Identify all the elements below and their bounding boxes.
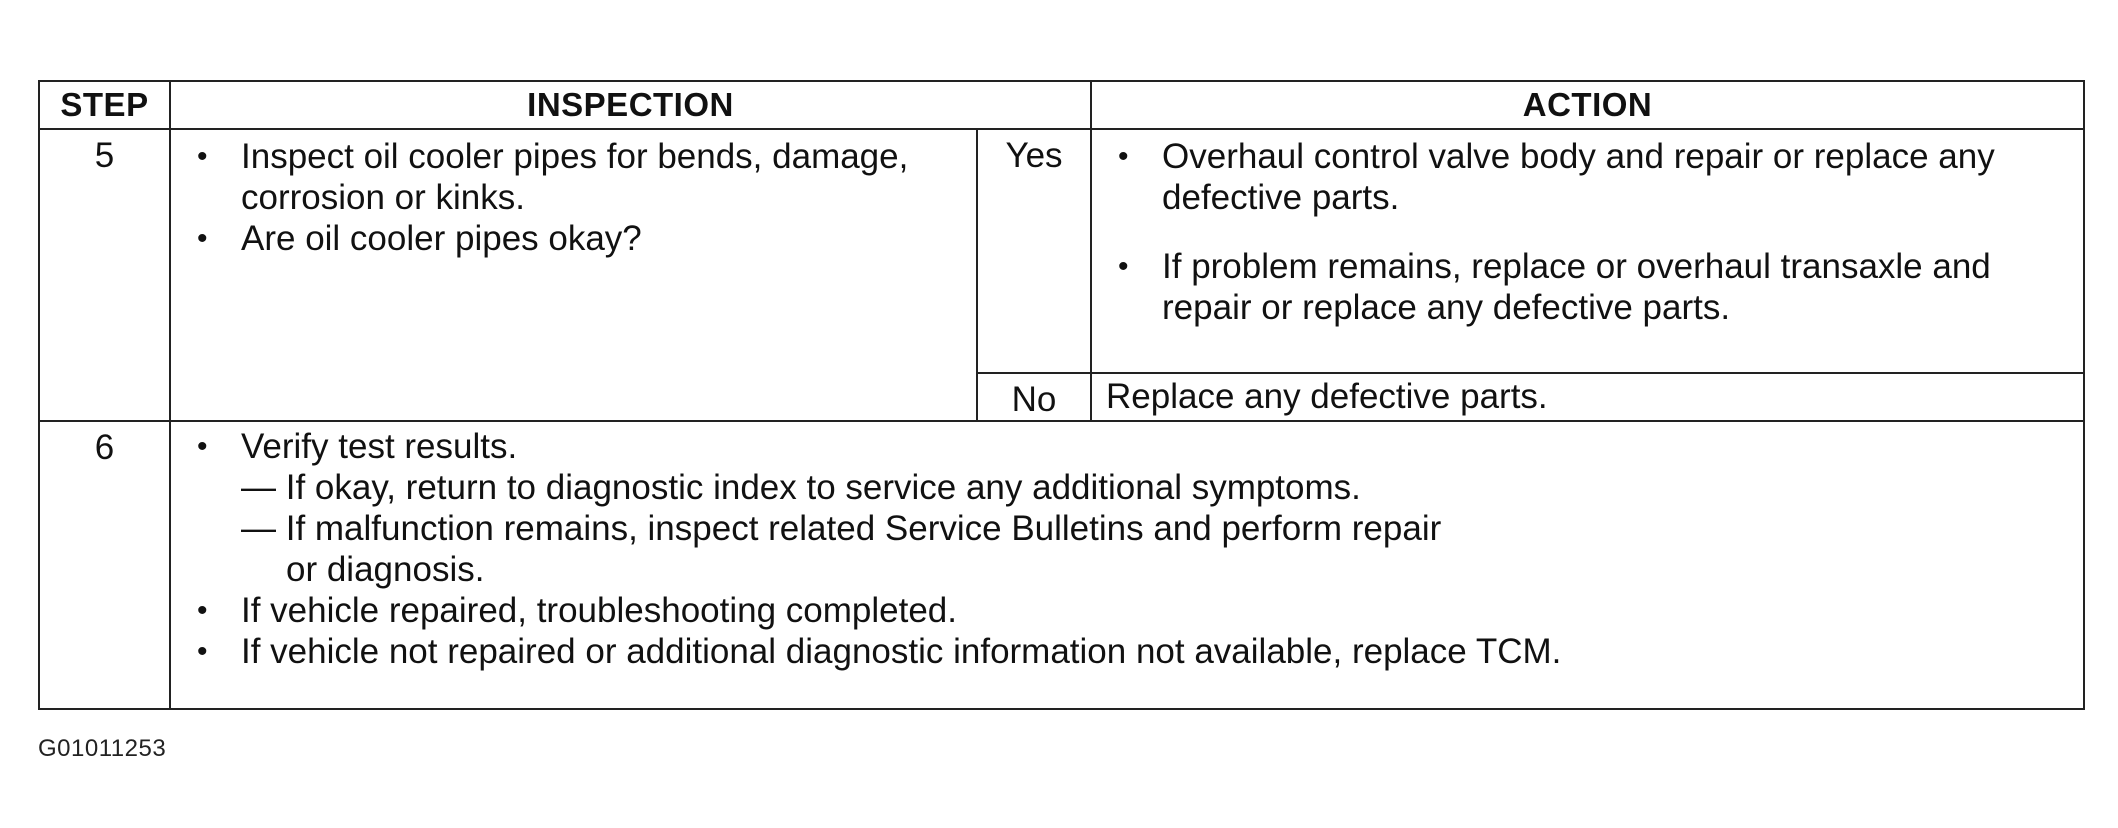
action-header: ACTION [1091, 81, 2084, 129]
step-5-inspection-item-2: • Are oil cooler pipes okay? [171, 218, 976, 259]
header-row [39, 81, 2084, 129]
step-6-content [170, 421, 2084, 709]
step-header: STEP [39, 81, 170, 129]
step-6-sub-malfunction-line1: — If malfunction remains, inspect related Service Bulletins and perform repair [241, 509, 1442, 548]
diagnostic-table [38, 80, 2085, 710]
step-6-sub-okay: — If okay, return to diagnostic index to service any additional symptoms. [241, 468, 1361, 507]
step-6-number: 6 [39, 421, 170, 709]
step-5-inspection-item-1: • Inspect oil cooler pipes for bends, damage, corrosion or kinks. [171, 136, 976, 218]
step-6-item-verify: • Verify test results. [171, 426, 2083, 467]
step-6-item-not-repaired: • If vehicle not repaired or additional diagnostic information not available, replace TCM. [171, 631, 2083, 672]
step-5-inspection [170, 129, 977, 421]
inspection-header: INSPECTION [170, 81, 1091, 129]
step-5-yes-action [1091, 129, 2084, 373]
step-5-yes-row [39, 129, 2084, 373]
step-6-row [39, 421, 2084, 709]
yes-action-item-2: • If problem remains, replace or overhaul transaxle and repair or replace any defective parts. [1092, 246, 2073, 328]
step-6-item-repaired: • If vehicle repaired, troubleshooting completed. [171, 590, 2083, 631]
step-6-sub-malfunction [171, 508, 2083, 590]
step-5-number: 5 [39, 129, 170, 421]
yes-label: Yes [977, 129, 1091, 373]
no-label: No [977, 373, 1091, 421]
step-6-sub-malfunction-line2: or diagnosis. [286, 550, 485, 589]
figure-id: G01011253 [38, 735, 167, 762]
step-5-no-action: Replace any defective parts. [1091, 373, 2084, 421]
yes-action-item-1: • Overhaul control valve body and repair or replace any defective parts. [1092, 136, 2073, 218]
